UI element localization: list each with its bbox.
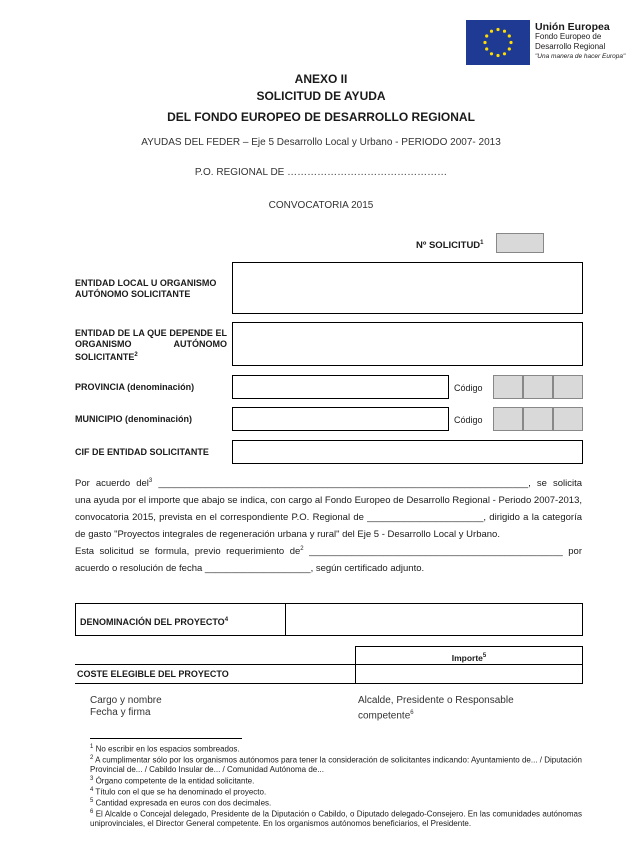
eu-star [503, 52, 506, 55]
provincia-field[interactable] [232, 375, 449, 399]
provincia-code-cell [553, 375, 583, 399]
footnote-separator [90, 738, 242, 739]
provincia-label: PROVINCIA (denominación) [75, 382, 195, 392]
eu-star [483, 41, 486, 44]
eu-name: Unión Europea [535, 21, 610, 33]
eu-star [509, 41, 512, 44]
eu-star [490, 30, 493, 33]
project-name-label-cell: DENOMINACIÓN DEL PROYECTO$^4$ [75, 603, 286, 636]
eu-motto: "Una manera de hacer Europa" [535, 53, 626, 60]
annex-title: ANEXO II [294, 72, 348, 86]
convocatoria: CONVOCATORIA 2015 [268, 200, 374, 211]
eu-stars-icon [466, 20, 530, 65]
provincia-code-cell [523, 375, 553, 399]
footnote-4: $^4$ Título con el que se ha denominado el proyecto. [90, 786, 267, 797]
eu-star [485, 47, 488, 50]
municipio-code-cell [523, 407, 553, 431]
requirement-paragraph: Esta solicitud se formula, previo requerimiento $de^2$ ________________________________________________ por acuerdo o resolución de fecha ____________________, según certificado adjunto. [75, 546, 583, 575]
eu-fund-line1: Fondo Europeo de [535, 32, 602, 41]
eu-fund-line2: Desarrollo Regional [535, 42, 606, 51]
footnote-5: $^5$ Cantidad expresada en euros con dos decimales. [90, 798, 272, 808]
municipio-field[interactable] [232, 407, 449, 431]
signature-right: Alcalde, Presidente o Responsable competente$^6$ [358, 695, 514, 722]
signature-left: Cargo y nombre Fecha y firma [90, 695, 162, 718]
depende-label: ENTIDAD DE LA QUE DEPENDE EL ORGANISMO AUTÓNOMO SOLICITANTE$^2$ [75, 328, 227, 362]
footnote-1: $^1$ No escribir en los espacios sombreados. [90, 744, 240, 754]
eu-star [485, 34, 488, 37]
provincia-code-cell [493, 375, 523, 399]
depende-field[interactable] [232, 322, 583, 366]
form-subtitle-fund: DEL FONDO EUROPEO DE DESARROLLO REGIONAL [167, 110, 475, 124]
cif-label: CIF DE ENTIDAD SOLICITANTE [75, 447, 209, 457]
project-name-field[interactable] [285, 603, 583, 636]
footnote-6: $^6$ El Alcalde o Concejal delegado, Presidente de la Diputación o Cabildo, o Diputado delegado-Consejero. En las comunidades autónomas uniprovinciales, el Director General competente. En los organismos autónomos beneficiarios, el Presidente. [90, 809, 582, 829]
eu-star [508, 34, 511, 37]
nsolicitud-label: Nº SOLICITUD$^1$ [416, 240, 484, 252]
municipio-code-cell [493, 407, 523, 431]
eu-flag-logo [466, 20, 530, 65]
municipio-code-cell [553, 407, 583, 431]
nsolicitud-field [496, 233, 544, 253]
footnote-3: $^3$ Órgano competente de la entidad solicitante. [90, 775, 255, 786]
cif-field[interactable] [232, 440, 583, 464]
eu-star [503, 30, 506, 33]
form-title: SOLICITUD DE AYUDA [256, 89, 386, 103]
eu-star [490, 52, 493, 55]
entidad-label: ENTIDAD LOCAL U ORGANISMO AUTÓNOMO SOLICITANTE [75, 278, 217, 299]
request-paragraph: Por acuerdo del$^3$ ______________________________________________________________________, se solicita una ayuda por el importe que abajo se indica, con cargo al Fondo Europeo de Desarrollo Regional - Periodo 2007-2013, convocatoria 2015, prevista en el correspondiente P.O. Regional de ______________________, dirigido a la categoría de gasto "Proyectos integrales de regeneración urbana y rural" del Eje 5 - Desarrollo Local y Urbano. [75, 478, 582, 541]
eu-star [508, 47, 511, 50]
provincia-codigo-label: Código [454, 383, 483, 393]
eu-star [496, 28, 499, 31]
entidad-field[interactable] [232, 262, 583, 314]
importe-header-cell: Importe$^5$ [355, 646, 583, 665]
footnote-2: $^2$ A cumplimentar sólo por los organismos autónomos para tener la consideración de solicitantes indicando: Ayuntamiento de... / Diputación Provincial de... / Cabildo Insular de... / Comunidad Autónoma de... [90, 755, 583, 775]
eu-star [496, 54, 499, 57]
coste-label-cell: COSTE ELEGIBLE DEL PROYECTO [75, 664, 356, 684]
municipio-codigo-label: Código [454, 415, 483, 425]
program-subtitle: AYUDAS DEL FEDER – Eje 5 Desarrollo Local y Urbano - PERIODO 2007- 2013 [141, 137, 501, 148]
eu-logo-text [535, 22, 625, 62]
po-regional: P.O. REGIONAL DE ………………………………………… [194, 167, 448, 178]
coste-field[interactable] [355, 664, 583, 684]
footnotes [90, 743, 582, 829]
municipio-label: MUNICIPIO (denominación) [75, 414, 192, 424]
